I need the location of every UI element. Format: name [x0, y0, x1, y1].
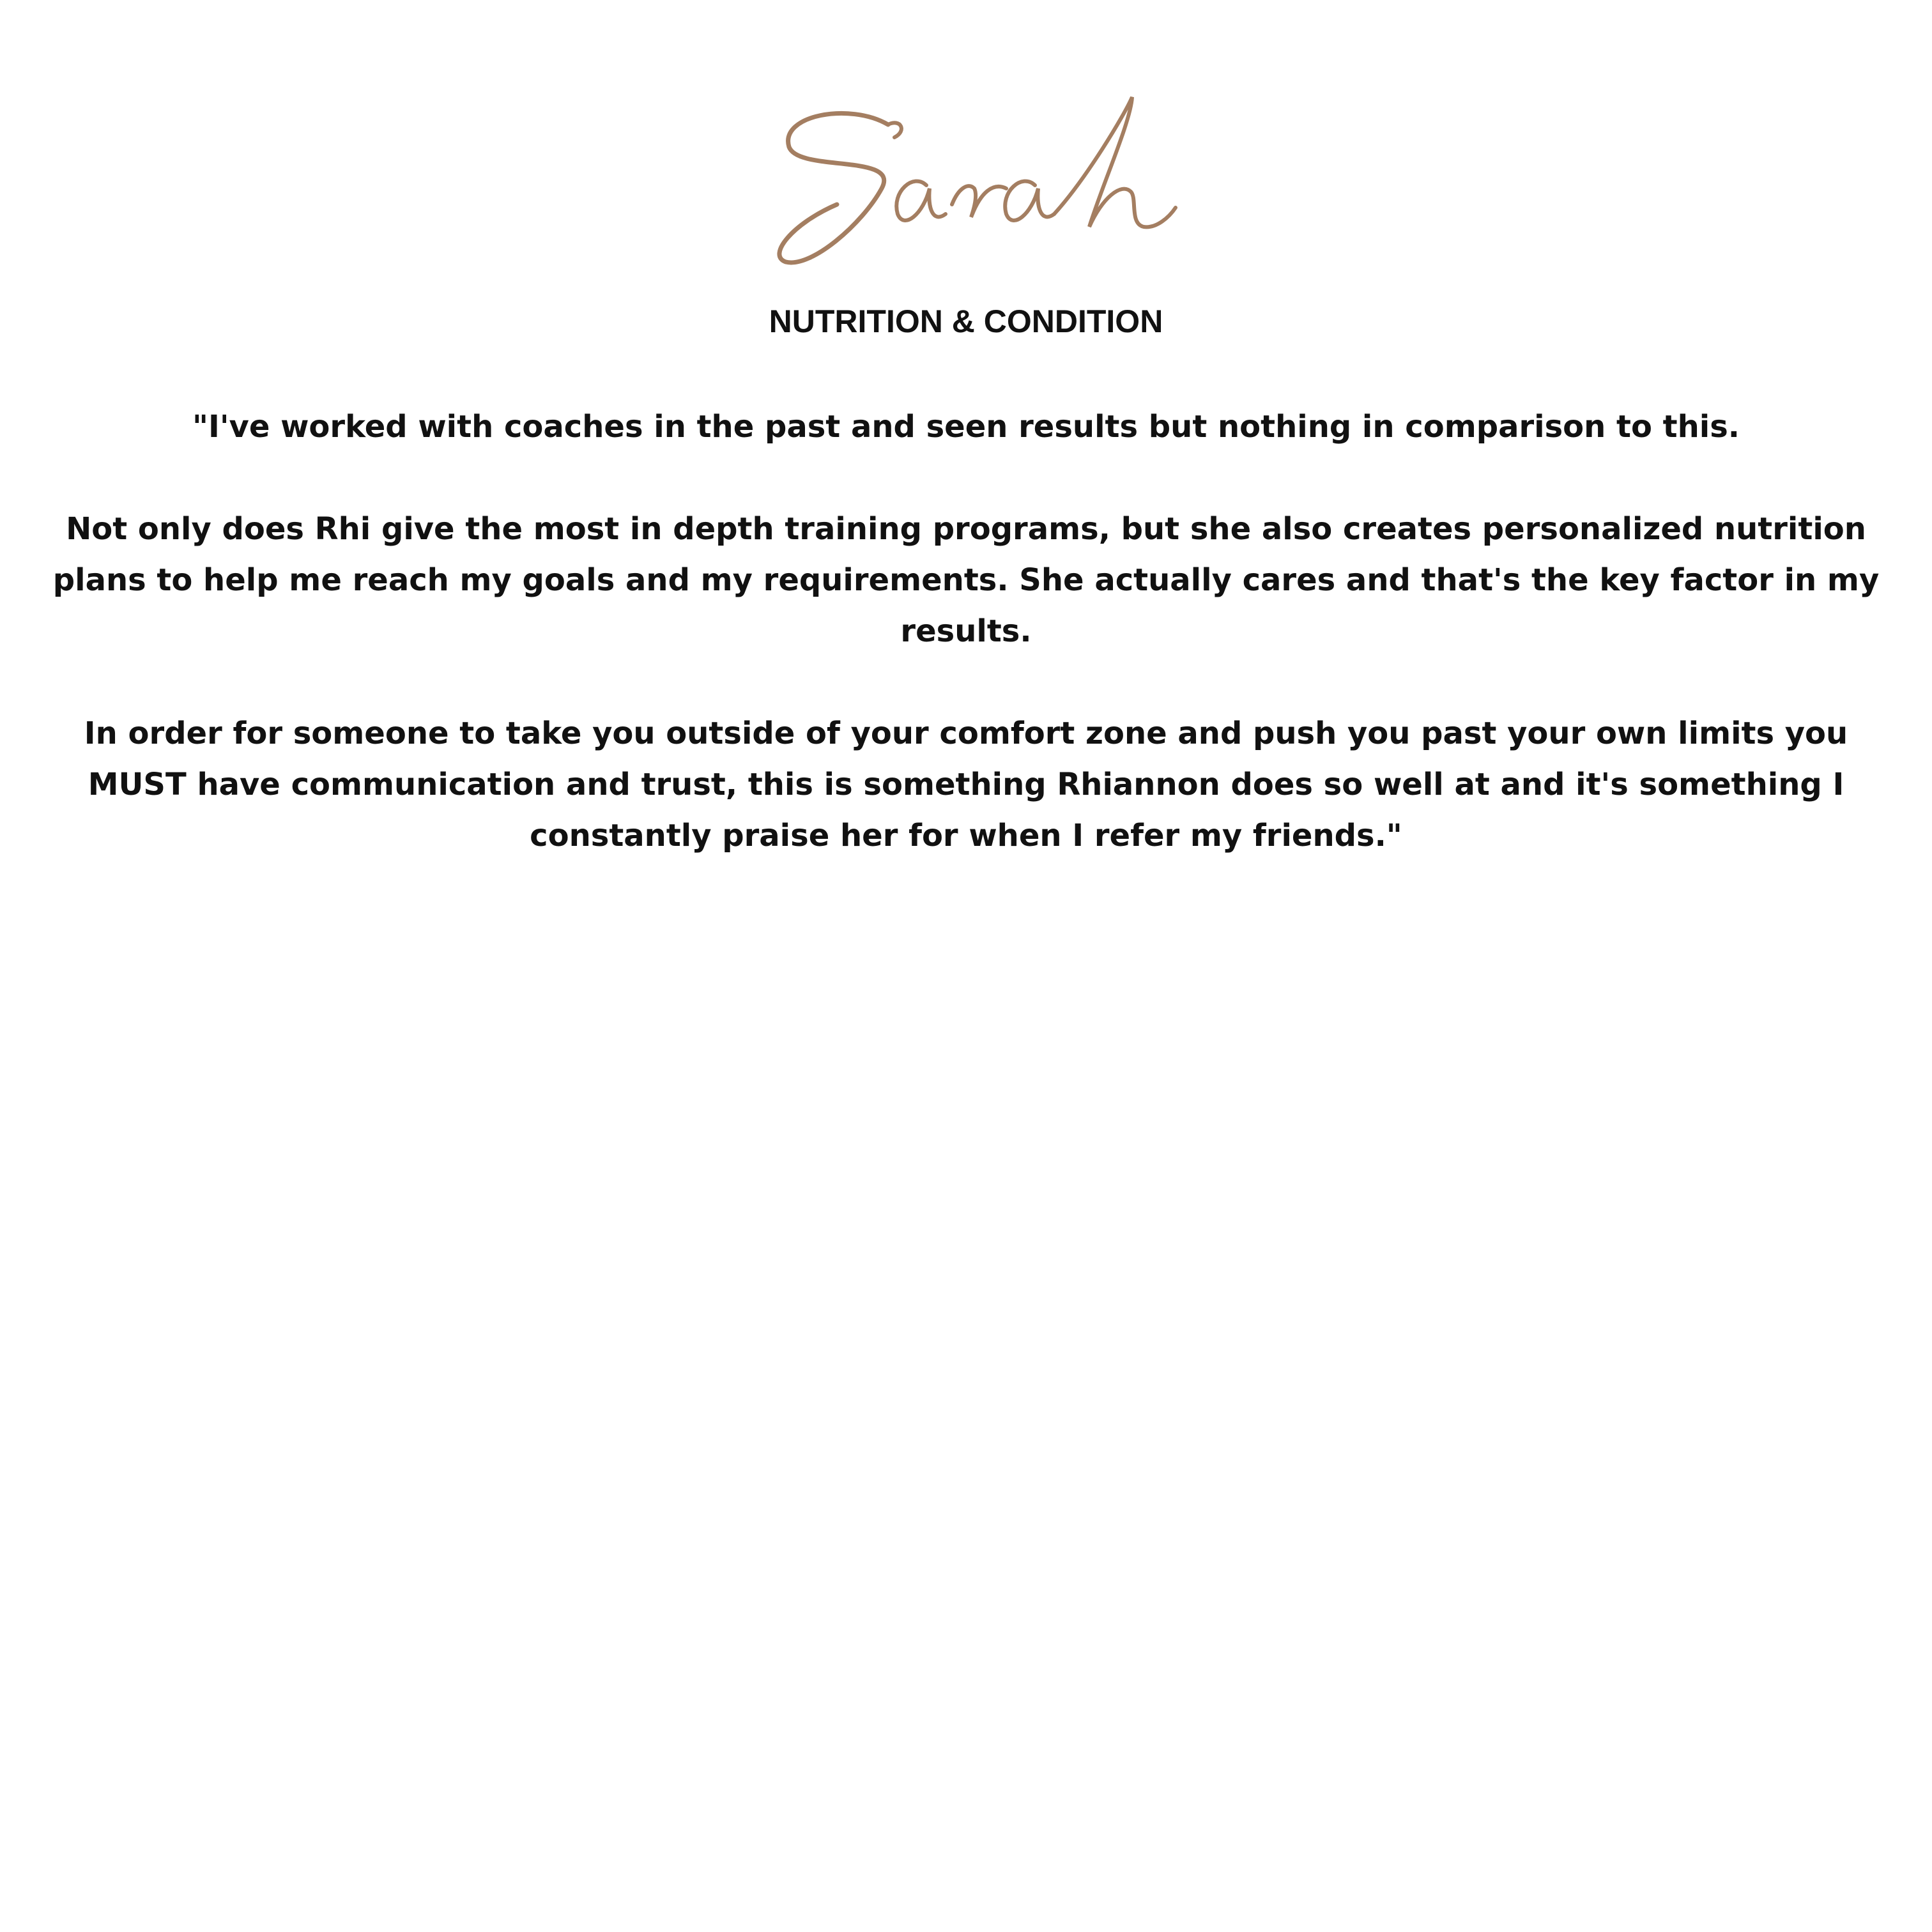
testimonial-paragraph: In order for someone to take you outside of your comfort zone and push you past your own limits you MUST have communication and trust, this is something Rhiannon does so well at and it's something I constantly praise her for when I refer my friends." — [84, 716, 1848, 854]
signature-logo — [754, 77, 1188, 307]
testimonial-quote — [51, 401, 1881, 912]
testimonial-paragraph: Not only does Rhi give the most in depth training programs, but she also creates personalized nutrition plans to help me reach my goals and my requirements. She actually cares and that's the key factor in my results. — [52, 511, 1880, 649]
brand-subtitle: NUTRITION & CONDITION — [769, 303, 1163, 339]
testimonial-paragraph: "I've worked with coaches in the past and seen results but nothing in comparison to this. — [192, 409, 1740, 445]
